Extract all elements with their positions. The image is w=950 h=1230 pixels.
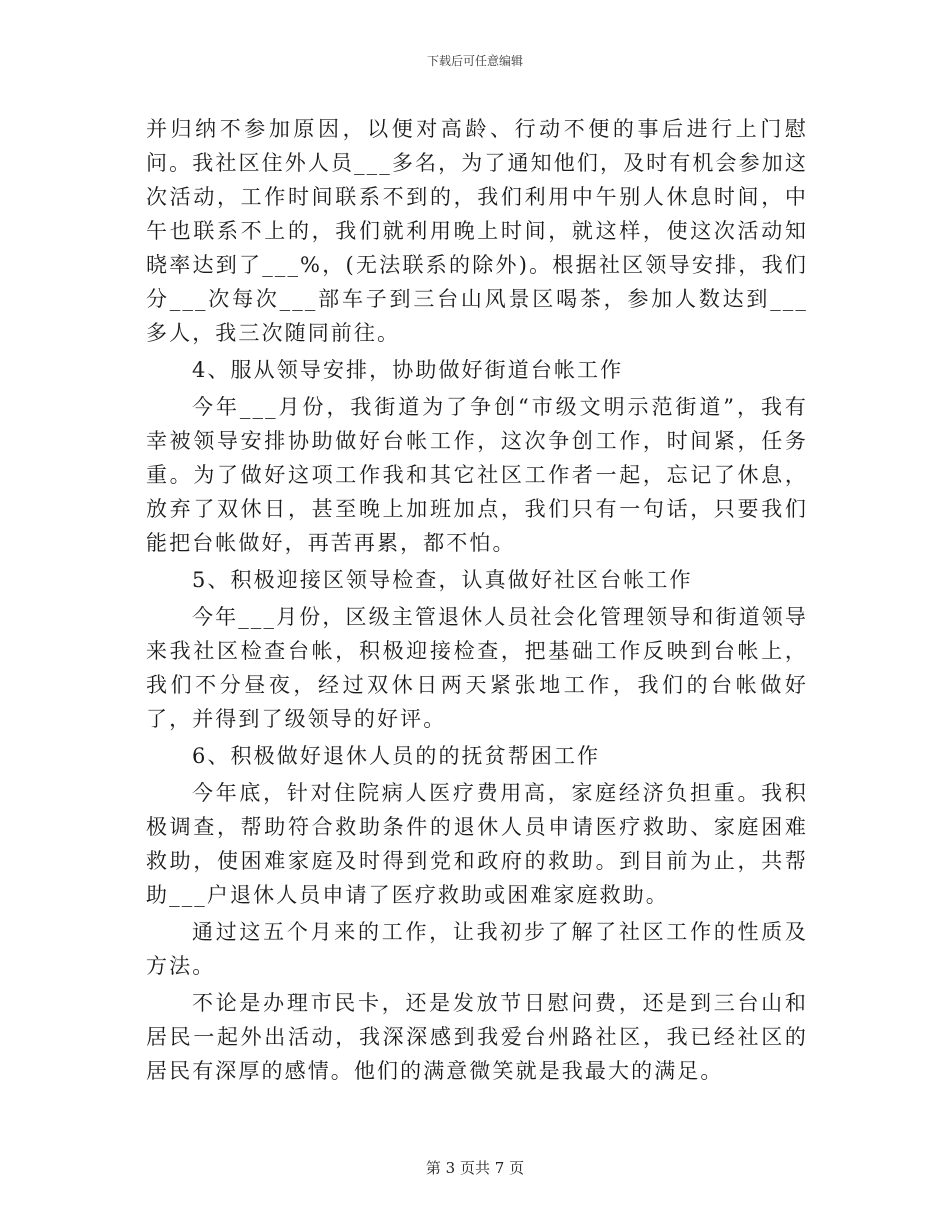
paragraph-closing: 不论是办理市民卡，还是发放节日慰问费，还是到三台山和居民一起外出活动，我深深感到我爱台州路社区，我已经社区的居民有深厚的感情。他们的满意微笑就是我最大的满足。 xyxy=(146,991,808,1083)
paragraph-section-5: 今年___月份，区级主管退休人员社会化管理领导和街道领导来我社区检查台帐，积极迎接检查，把基础工作反映到台帐上，我们不分昼夜，经过双休日两天紧张地工作，我们的台帐做好了，并得到了级领导的好评。 xyxy=(146,605,808,731)
document-body xyxy=(146,112,808,1091)
paragraph-section-6: 今年底，针对住院病人医疗费用高，家庭经济负担重。我积极调查，帮助符合救助条件的退休人员申请医疗救助、家庭困难救助，使困难家庭及时得到党和政府的救助。到目前为止，共帮助___户退休人员申请了医疗救助或困难家庭救助。 xyxy=(146,781,808,907)
paragraph-summary: 通过这五个月来的工作，让我初步了解了社区工作的性质及方法。 xyxy=(146,920,808,978)
paragraph-continuation: 并归纳不参加原因，以便对高龄、行动不便的事后进行上门慰问。我社区住外人员___多名，为了通知他们，及时有机会参加这次活动，工作时间联系不到的，我们利用中午别人休息时间，中午也联系不上的，我们就利用晚上时间，就这样，使这次活动知晓率达到了___%，(无法联系的除外)。根据社区领导安排，我们分___次每次___部车子到三台山风景区喝茶，参加人数达到___多人，我三次随同前往。 xyxy=(146,117,808,345)
page-header: 下载后可任意编辑 xyxy=(426,54,523,68)
paragraph-section-4: 今年___月份，我街道为了争创“市级文明示范街道”，我有幸被领导安排协助做好台帐工作，这次争创工作，时间紧，任务重。为了做好这项工作我和其它社区工作者一起，忘记了休息，放弃了双休日，甚至晚上加班加点，我们只有一句话，只要我们能把台帐做好，再苦再累，都不怕。 xyxy=(146,395,808,555)
section-heading-5: 5、积极迎接区领导检查，认真做好社区台帐工作 xyxy=(192,568,693,592)
page-number: 第 3 页共 7 页 xyxy=(425,1159,525,1177)
section-heading-6: 6、积极做好退休人员的的抚贫帮困工作 xyxy=(192,744,601,768)
section-heading-4: 4、服从领导安排，协助做好街道台帐工作 xyxy=(192,358,624,382)
